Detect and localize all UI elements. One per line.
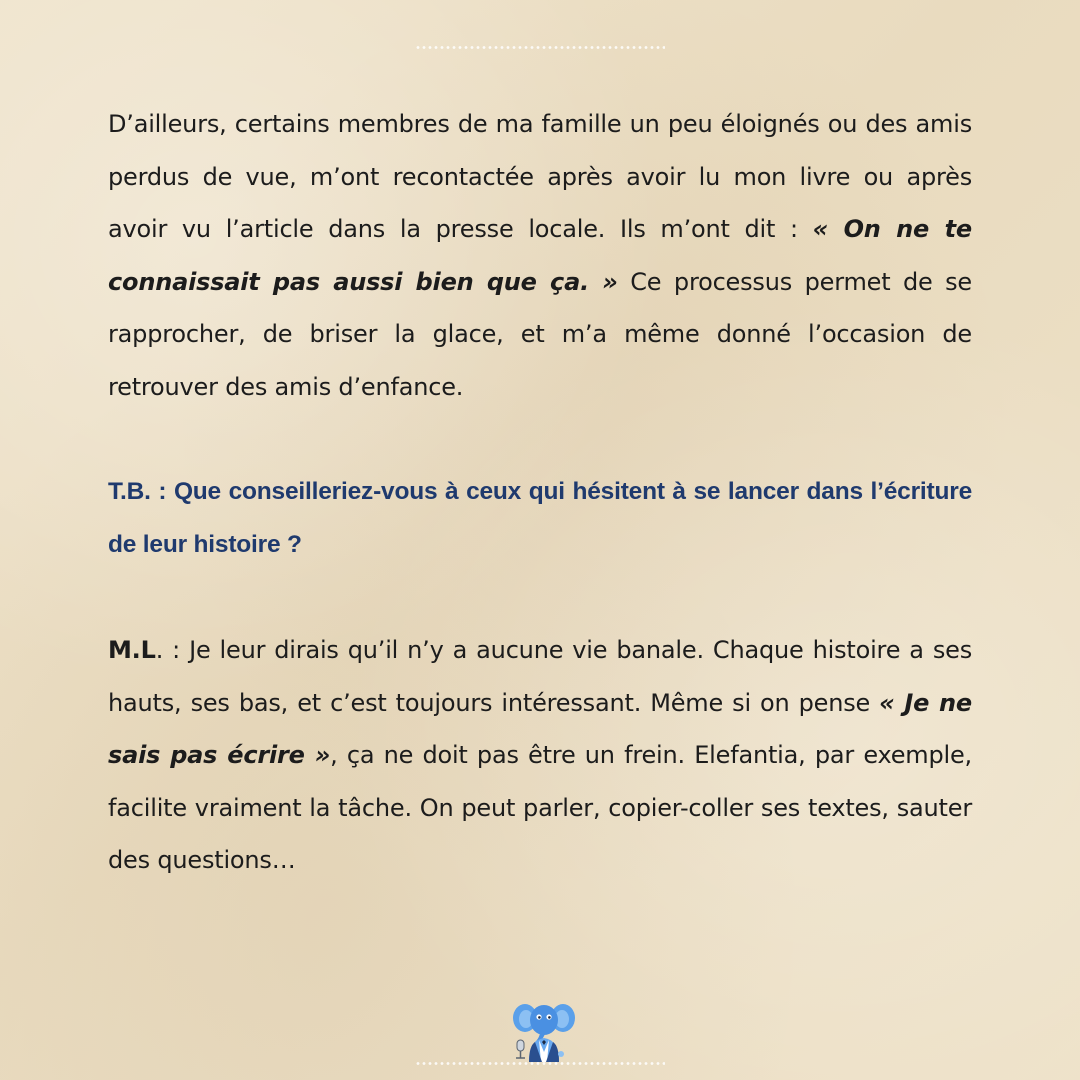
- speaker-initials: M.L: [108, 636, 156, 664]
- bottom-dotted-divider: [415, 1062, 665, 1065]
- paragraph-text: D’ailleurs, certains membres de ma famille un peu éloignés ou des amis perdus de vue, m’ont recontactée après avoir lu mon livre ou après avoir vu l’article dans la presse locale. Ils m’ont dit :: [108, 110, 972, 243]
- top-dotted-divider: [415, 46, 665, 49]
- paragraph-answer: [108, 624, 972, 887]
- interviewer-question: T.B. : Que conseilleriez-vous à ceux qui hésitent à se lancer dans l’écriture de leur histoire ?: [108, 478, 972, 558]
- elephant-microphone-logo-icon: [511, 1000, 577, 1062]
- interview-text: [108, 98, 972, 887]
- answer-text: . : Je leur dirais qu’il n’y a aucune vie banale. Chaque histoire a ses hauts, ses bas, et c’est toujours intéressant. Même si on pense: [108, 636, 972, 717]
- answer-text-end: , ça ne doit pas être un frein. Elefantia, par exemple, facilite vraiment la tâche. On peut parler, copier-coller ses textes, sauter des questions…: [108, 741, 972, 874]
- paragraph-text-end: Ce processus permet de se rapprocher, de briser la glace, et m’a même donné l’occasion de retrouver des amis d’enfance.: [108, 267, 972, 401]
- quote-text: « On ne te connaissait pas aussi bien que ça. »: [108, 215, 972, 296]
- quote-text: « Je ne sais pas écrire »: [108, 688, 972, 769]
- paragraph-family-reconnection: [108, 98, 972, 413]
